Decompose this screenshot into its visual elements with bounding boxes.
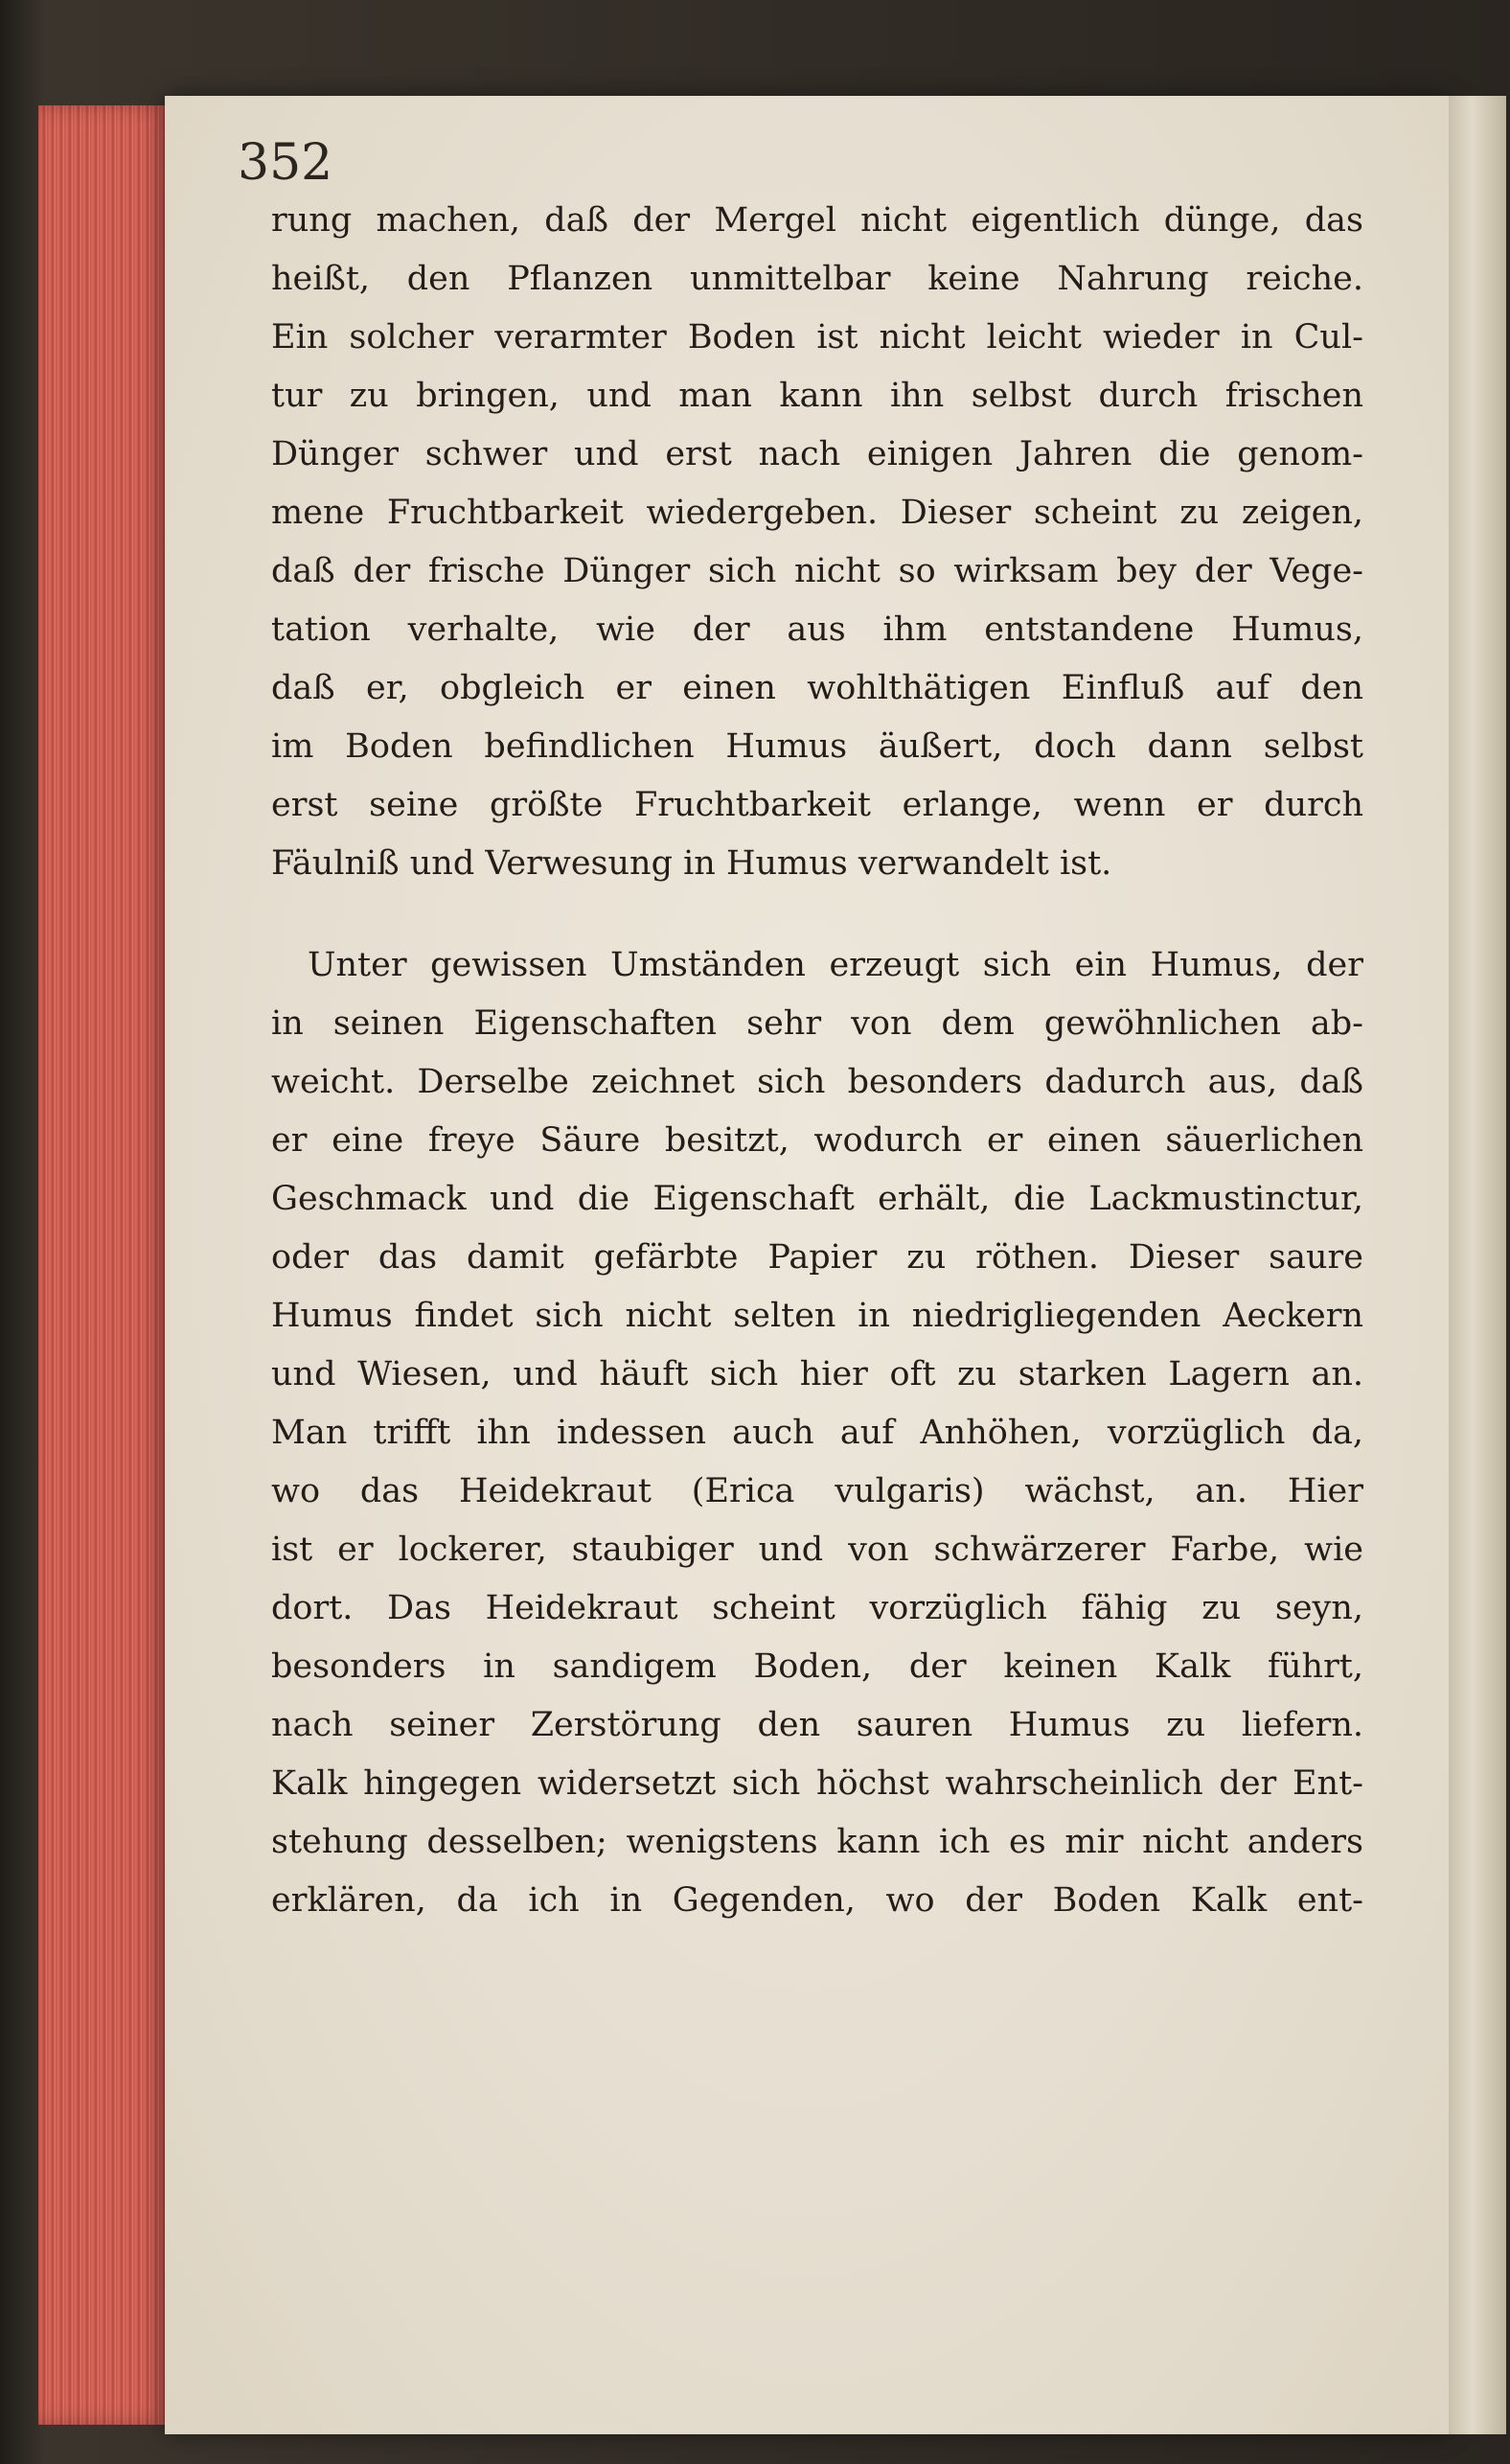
paragraph-2	[271, 936, 1363, 1930]
text-line: Fäulniß und Verwesung in Humus verwandelt ist.	[271, 844, 1112, 883]
text-line: erst seine größte Fruchtbarkeit erlange, wenn er durch	[271, 786, 1363, 824]
page-body	[271, 192, 1363, 1930]
text-line: und Wiesen, und häuft sich hier oft zu starken Lagern an.	[271, 1355, 1363, 1393]
text-line: mene Fruchtbarkeit wiedergeben. Dieser scheint zu zeigen,	[271, 494, 1363, 532]
text-line: weicht. Derselbe zeichnet sich besonders dadurch aus, daß	[271, 1063, 1363, 1101]
text-line: daß der frische Dünger sich nicht so wirksam bey der Vege-	[271, 552, 1363, 590]
text-line: rung machen, daß der Mergel nicht eigentlich dünge, das	[271, 201, 1363, 240]
text-line: er eine freye Säure besitzt, wodurch er einen säuerlichen	[271, 1121, 1363, 1160]
text-line: Dünger schwer und erst nach einigen Jahren die genom-	[271, 435, 1363, 473]
facing-page-edge	[1449, 96, 1506, 2434]
text-line: nach seiner Zerstörung den sauren Humus zu liefern.	[271, 1706, 1363, 1744]
text-line: dort. Das Heidekraut scheint vorzüglich fähig zu seyn,	[271, 1589, 1363, 1627]
text-line: heißt, den Pflanzen unmittelbar keine Nahrung reiche.	[271, 260, 1363, 298]
page-edges-red	[38, 105, 176, 2425]
text-line: oder das damit gefärbte Papier zu röthen. Dieser saure	[271, 1238, 1363, 1277]
text-line: wo das Heidekraut (Erica vulgaris) wächst, an. Hier	[271, 1472, 1363, 1510]
text-line: stehung desselben; wenigstens kann ich es mir nicht anders	[271, 1823, 1363, 1861]
text-line: Humus findet sich nicht selten in niedrigliegenden Aeckern	[271, 1297, 1363, 1335]
text-line: tur zu bringen, und man kann ihn selbst durch frischen	[271, 377, 1363, 415]
text-line: im Boden befindlichen Humus äußert, doch dann selbst	[271, 727, 1363, 766]
text-line: tation verhalte, wie der aus ihm entstandene Humus,	[271, 610, 1363, 649]
page-number: 352	[238, 134, 333, 192]
text-line: Unter gewissen Umständen erzeugt sich ein Humus, der	[308, 946, 1363, 984]
text-line: Kalk hingegen widersetzt sich höchst wahrscheinlich der Ent-	[271, 1764, 1363, 1803]
text-line: besonders in sandigem Boden, der keinen Kalk führt,	[271, 1647, 1363, 1686]
text-line: Geschmack und die Eigenschaft erhält, die Lackmustinctur,	[271, 1180, 1363, 1218]
text-line: Man trifft ihn indessen auch auf Anhöhen, vorzüglich da,	[271, 1414, 1363, 1452]
text-line: Ein solcher verarmter Boden ist nicht leicht wieder in Cul-	[271, 318, 1363, 357]
text-line: ist er lockerer, staubiger und von schwärzerer Farbe, wie	[271, 1531, 1363, 1569]
text-line: in seinen Eigenschaften sehr von dem gewöhnlichen ab-	[271, 1004, 1363, 1043]
text-line: erklären, da ich in Gegenden, wo der Boden Kalk ent-	[271, 1881, 1363, 1920]
text-line: daß er, obgleich er einen wohlthätigen Einfluß auf den	[271, 669, 1363, 707]
paragraph-1	[271, 192, 1363, 893]
